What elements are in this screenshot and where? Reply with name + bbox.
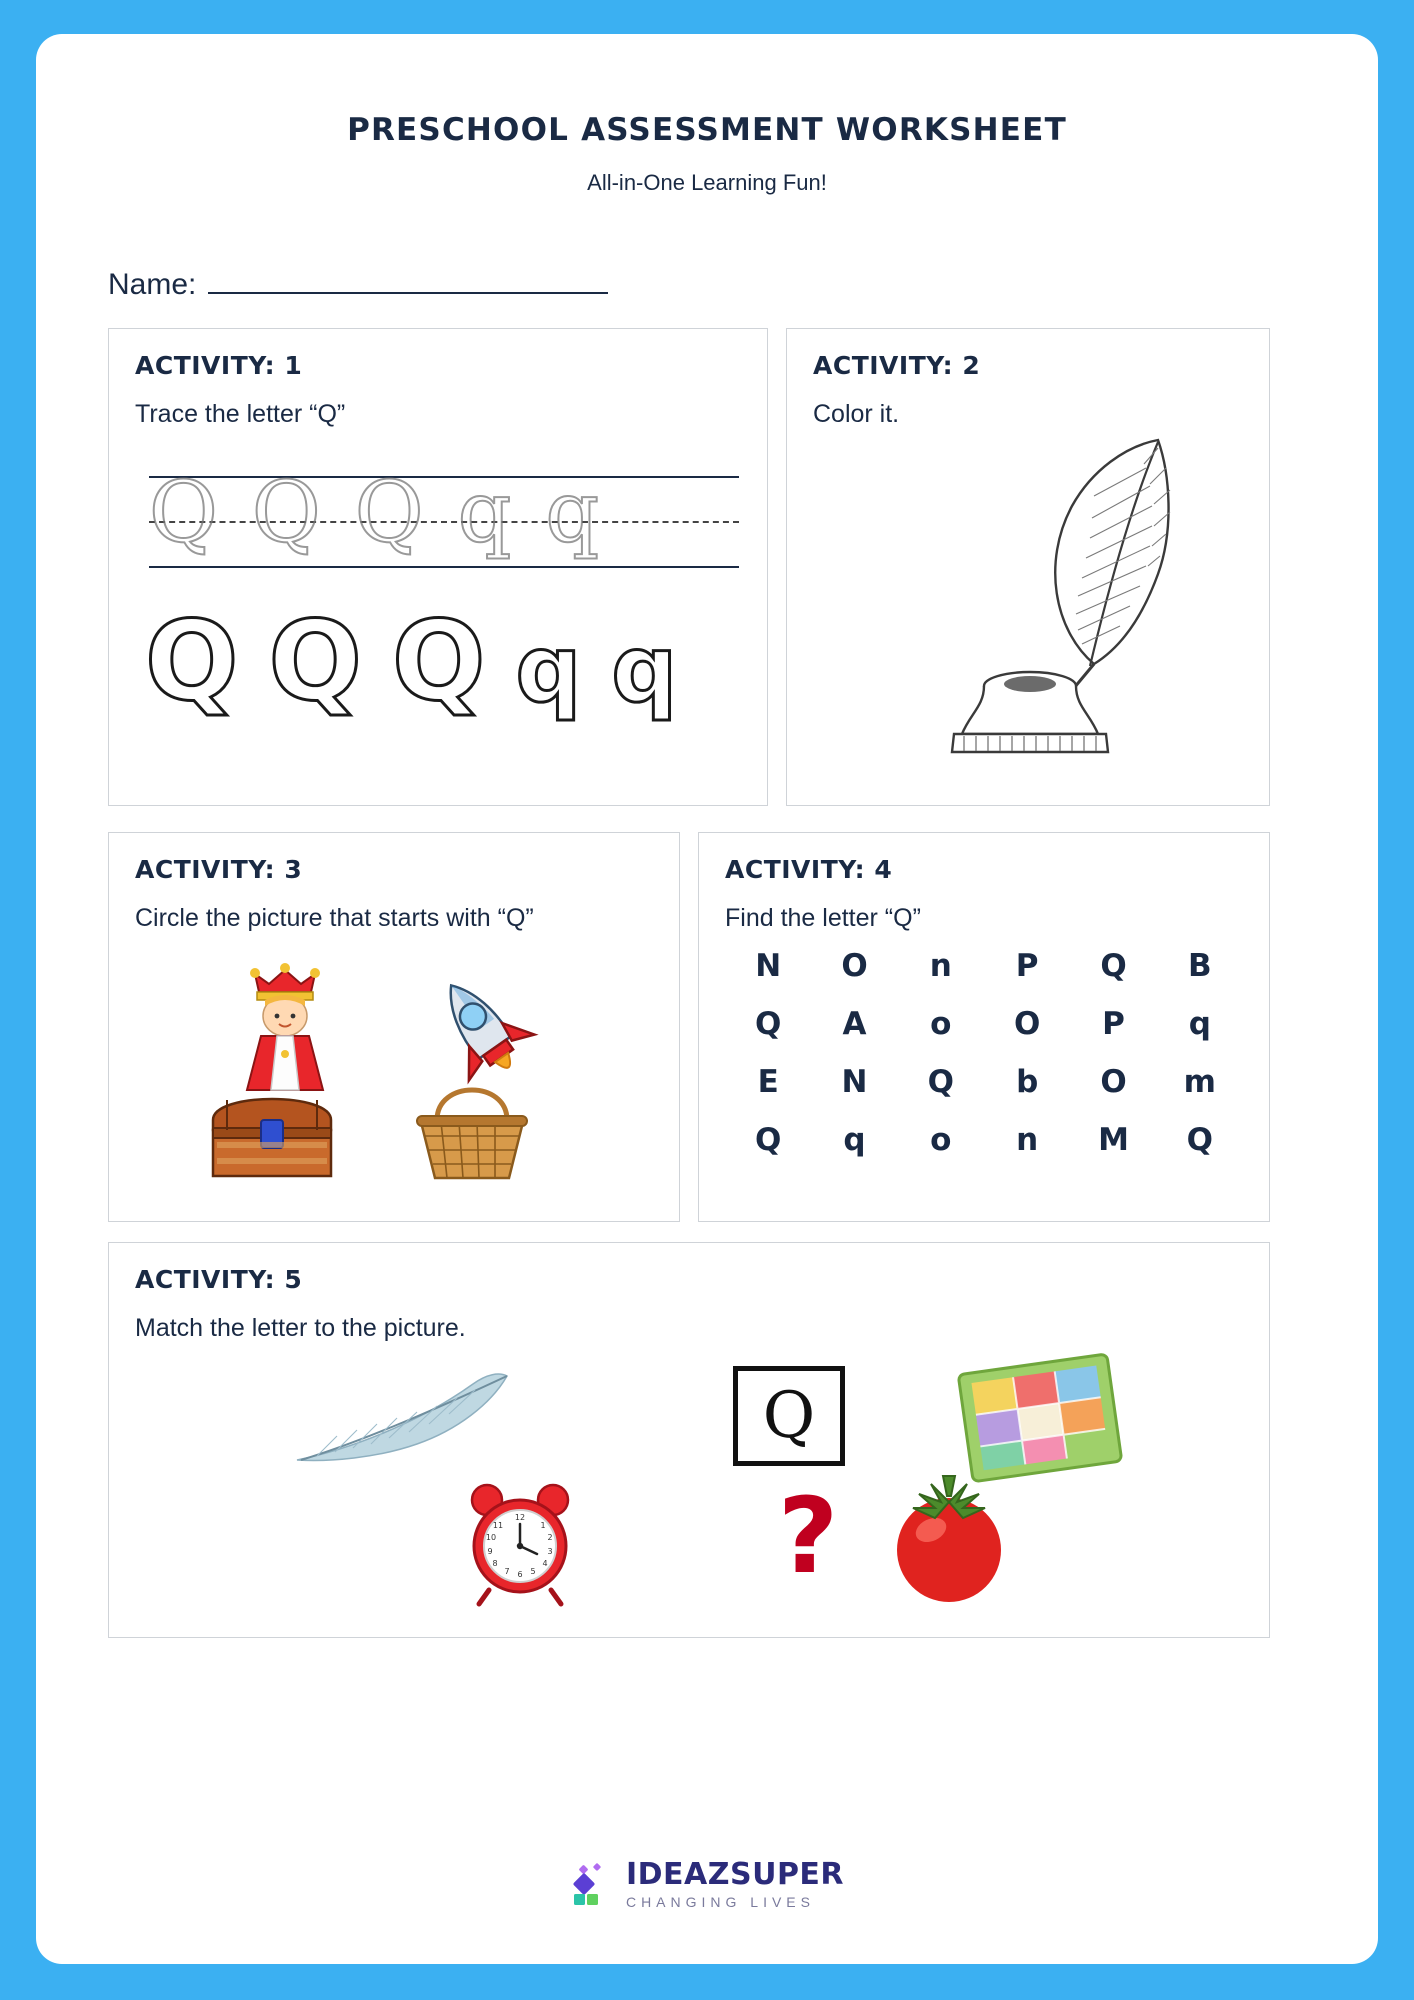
page-subtitle: All-in-One Learning Fun! [587,170,827,195]
activity-2-instruction: Color it. [813,400,900,428]
svg-text:11: 11 [492,1521,504,1530]
activity-row-1 [108,328,1306,806]
activity-1-label: ACTIVITY: 1 [135,351,303,380]
worksheet-page [36,34,1378,1964]
grid-letter[interactable]: Q [754,1122,782,1158]
activity-4-card [698,832,1270,1222]
grid-letter[interactable]: Q [1186,1122,1213,1158]
dotted-letter: Q [149,463,218,561]
activity-3-instruction: Circle the picture that starts with “Q” [135,904,534,932]
footer-brand [36,1857,1378,1910]
svg-text:8: 8 [492,1559,498,1568]
outline-letter: Q [392,597,486,725]
svg-text:7: 7 [504,1567,510,1576]
activities-grid [108,328,1306,1638]
activity-1-card [108,328,768,806]
svg-text:6: 6 [517,1570,523,1579]
grid-letter[interactable]: b [1016,1064,1039,1100]
grid-letter[interactable]: n [1016,1122,1039,1158]
name-label: Name: [108,268,197,301]
dotted-letter: q [545,463,600,561]
grid-letter[interactable]: N [841,1064,868,1100]
page-title: PRESCHOOL ASSESSMENT WORKSHEET [347,112,1067,148]
outline-letter: q [515,616,582,723]
tracing-guide[interactable] [135,456,741,586]
grid-letter[interactable]: M [1098,1122,1129,1158]
outline-letter: Q [145,597,239,725]
activity-5-instruction: Match the letter to the picture. [135,1314,466,1342]
grid-letter[interactable]: A [842,1006,867,1042]
name-input-line[interactable] [208,272,608,294]
grid-letter[interactable]: N [755,948,782,984]
picture-treasure-chest[interactable] [197,1072,347,1192]
grid-letter[interactable]: O [1100,1064,1127,1100]
activity-4-label: ACTIVITY: 4 [725,855,893,884]
activity-1-instruction: Trace the letter “Q” [135,400,346,428]
grid-letter[interactable]: E [757,1064,779,1100]
picture-question-mark[interactable] [763,1484,853,1609]
grid-letter[interactable]: m [1183,1064,1216,1100]
activity-5-label: ACTIVITY: 5 [135,1265,303,1294]
svg-text:?: ? [777,1484,839,1597]
activity-2-card [786,328,1270,806]
outline-letter: Q [268,597,363,725]
svg-text:5: 5 [530,1567,536,1576]
dotted-trace-letters [149,463,749,561]
picture-feather[interactable] [277,1364,527,1479]
letter-box-q[interactable] [733,1366,845,1466]
brand-tagline: CHANGING LIVES [625,1894,815,1910]
trace-bottom-line [149,566,739,568]
grid-letter[interactable]: o [930,1006,952,1042]
activity-3-pictures [135,944,653,1194]
activity-5-card [108,1242,1270,1638]
activity-5-pictures [135,1344,1243,1634]
picture-alarm-clock[interactable] [455,1478,585,1613]
svg-text:1: 1 [540,1521,546,1530]
grid-letter[interactable]: o [930,1122,952,1158]
grid-letter[interactable]: B [1188,948,1212,984]
dotted-letter: q [457,463,512,561]
grid-letter[interactable]: O [841,948,868,984]
dotted-letter: Q [354,463,424,561]
grid-letter[interactable]: P [1015,948,1039,984]
svg-text:3: 3 [547,1547,553,1556]
picture-tomato[interactable] [869,1472,1029,1612]
activity-3-card [108,832,680,1222]
quill-illustration [813,434,1243,764]
grid-letter[interactable]: n [929,948,952,984]
grid-letter[interactable]: P [1102,1006,1125,1042]
boxed-letter: Q [762,1379,816,1453]
logo-icon [570,1862,614,1906]
svg-text:2: 2 [547,1533,553,1542]
activity-3-label: ACTIVITY: 3 [135,855,303,884]
letter-search-grid[interactable] [725,948,1243,1158]
svg-text:4: 4 [542,1559,548,1568]
brand-name: IDEAZSUPER [625,1857,845,1892]
svg-text:12: 12 [514,1513,526,1522]
name-field-row [108,268,1378,302]
grid-letter[interactable]: Q [1100,948,1127,984]
activity-4-instruction: Find the letter “Q” [725,904,921,932]
grid-letter[interactable]: Q [754,1006,782,1042]
svg-text:9: 9 [487,1547,493,1556]
dotted-letter: Q [251,463,321,561]
svg-text:10: 10 [485,1533,497,1542]
activity-2-label: ACTIVITY: 2 [813,351,981,380]
activity-row-2 [108,832,1306,1222]
outline-letter: q [611,616,678,723]
picture-basket[interactable] [407,1070,537,1193]
grid-letter[interactable]: O [1013,1006,1041,1042]
grid-letter[interactable]: Q [927,1064,954,1100]
grid-letter[interactable]: q [1188,1006,1211,1042]
outline-letters-row [135,597,741,725]
grid-letter[interactable]: q [843,1122,866,1158]
